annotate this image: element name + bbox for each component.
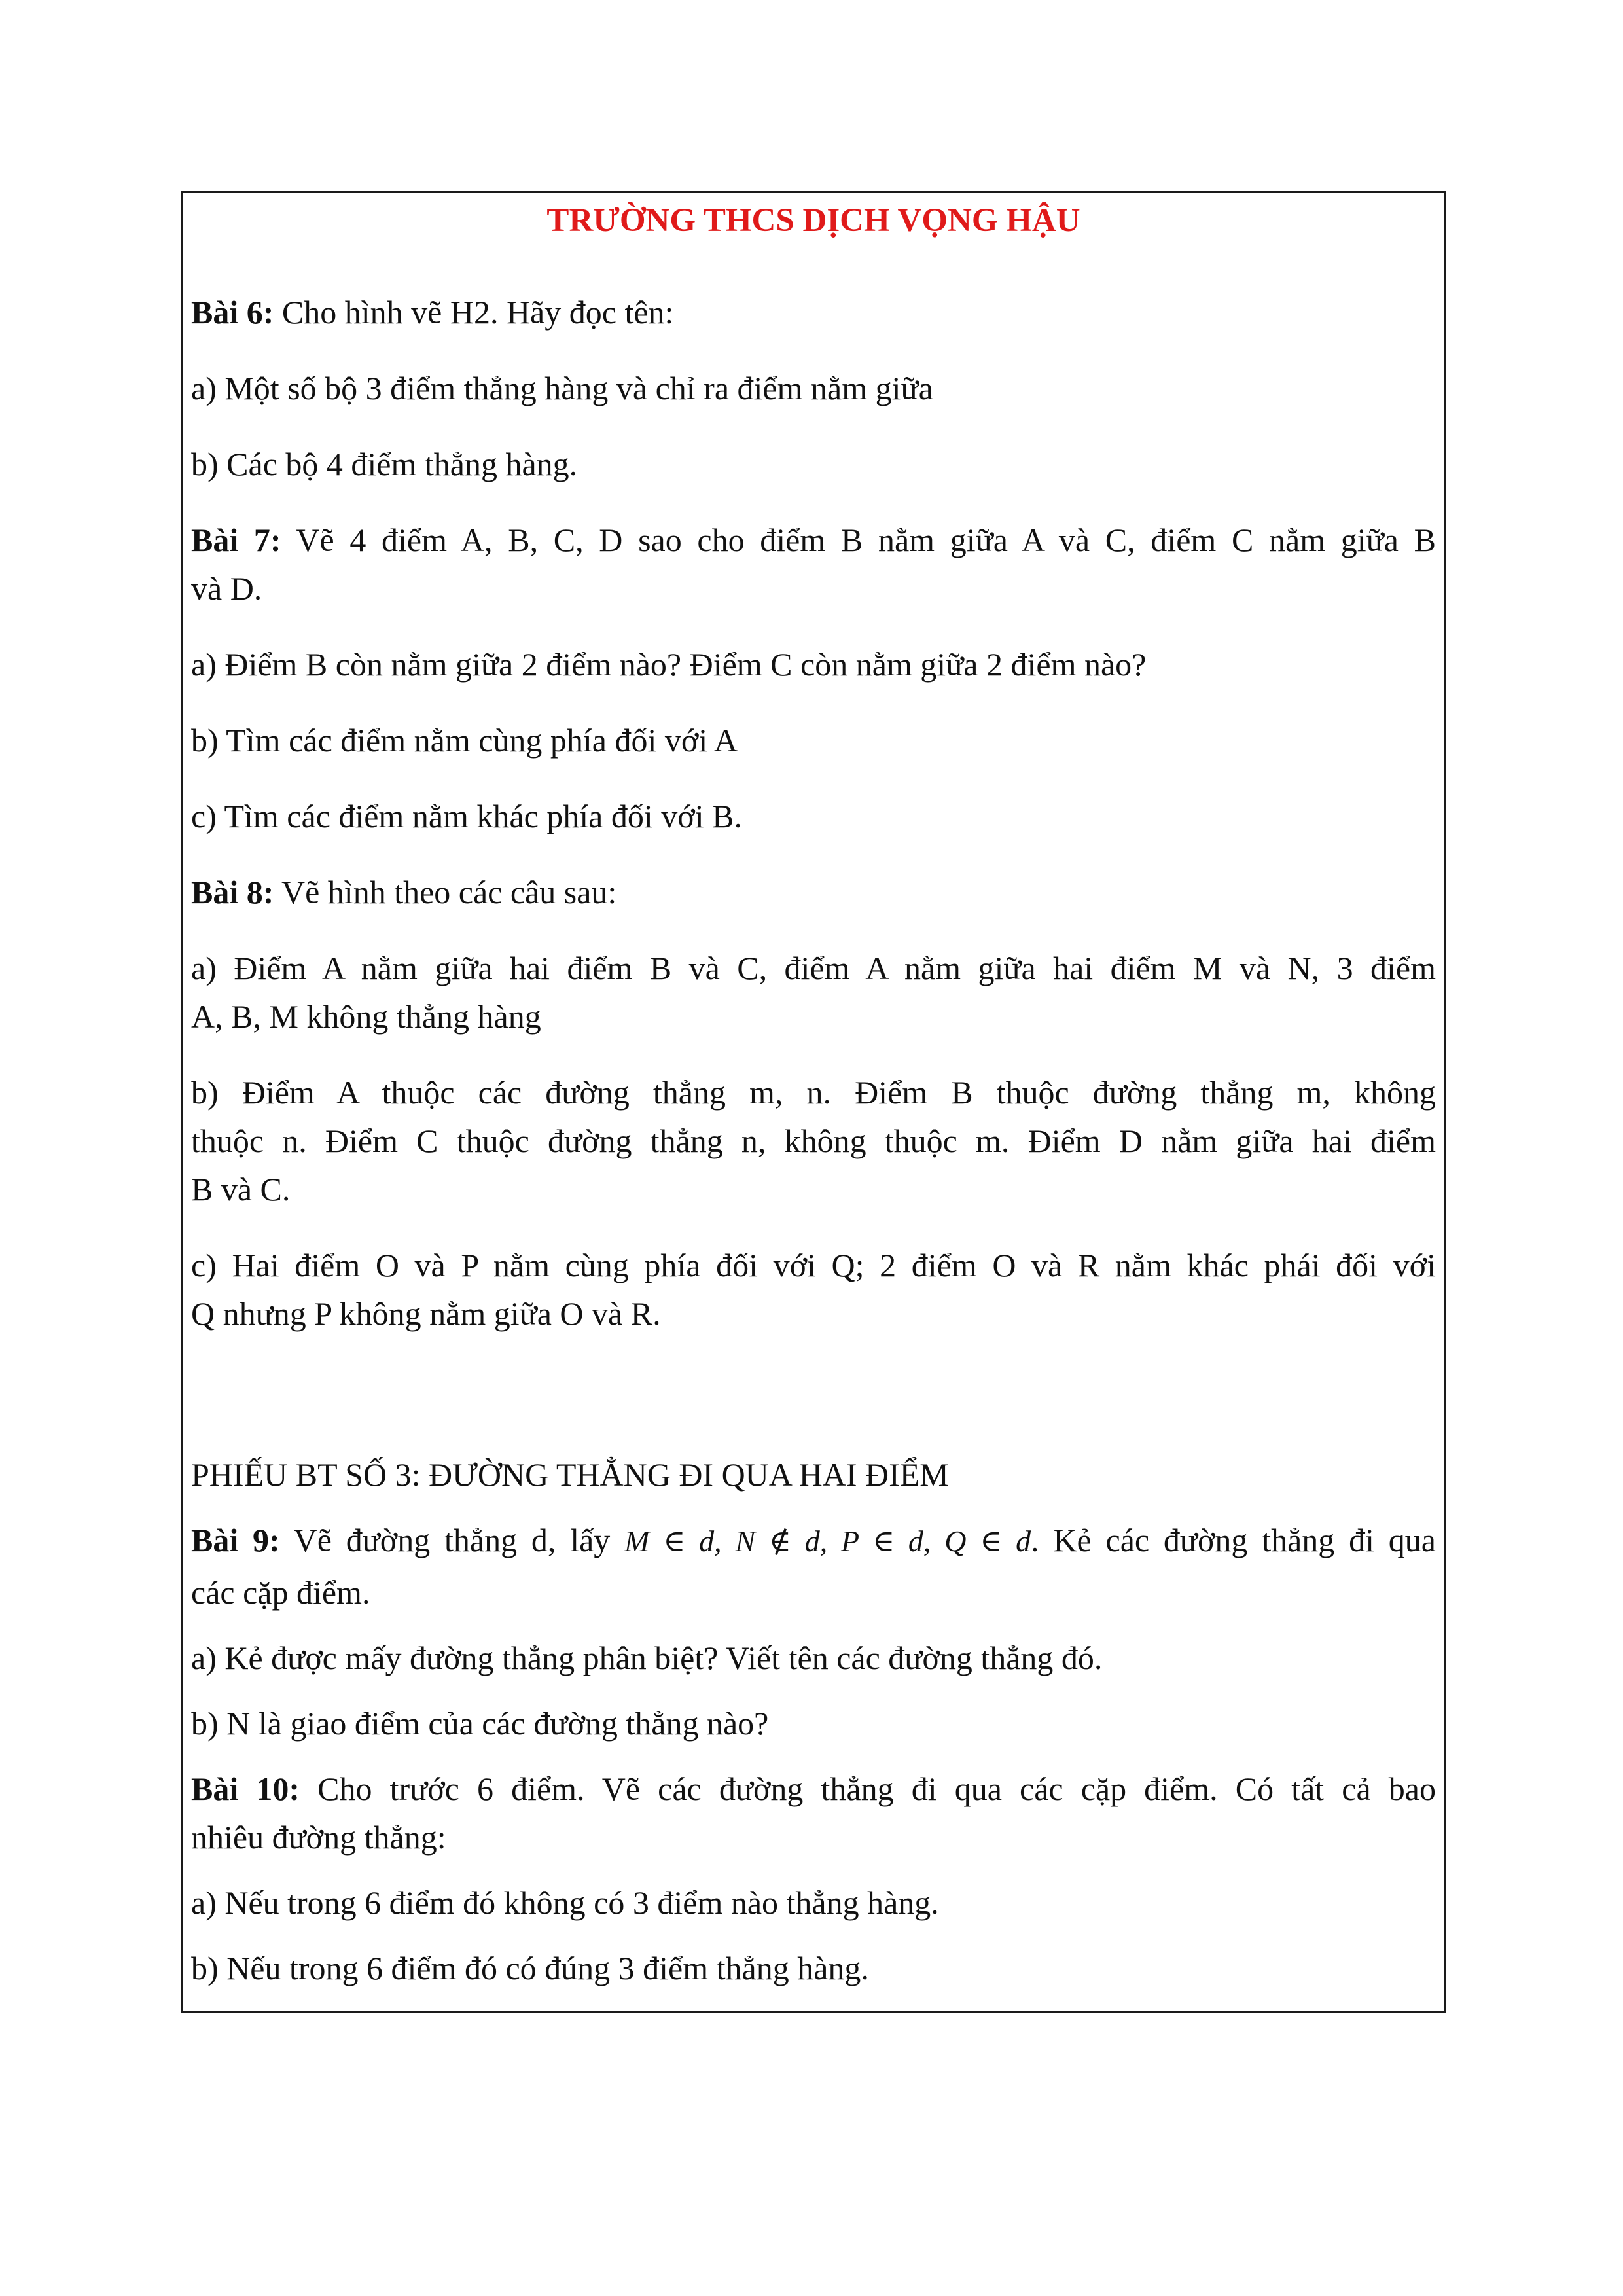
bai8-part-b-line1: b) Điểm A thuộc các đường thẳng m, n. Điểm B thuộc đường thẳng m, không [191,1074,1436,1111]
bai10-text-line1: Cho trước 6 điểm. Vẽ các đường thẳng đi qua các cặp điểm. Có tất cả bao [300,1770,1436,1807]
bai8-part-c-line2: Q nhưng P không nằm giữa O và R. [191,1295,661,1332]
bai10-part-a: a) Nếu trong 6 điểm đó không có 3 điểm nào thẳng hàng. [191,1884,939,1921]
bai7-part-b: b) Tìm các điểm nằm cùng phía đối với A [191,722,738,759]
bai7-intro-line2: và D. [191,570,262,607]
bai10-intro-line2: nhiêu đường thẳng: [191,1819,446,1856]
bai9-math-expression: M ∈ d, N ∉ d, P ∈ d, Q ∈ d [624,1524,1031,1558]
bai6-part-b: b) Các bộ 4 điểm thẳng hàng. [191,446,578,482]
bai9-text-after: . Kẻ các đường thẳng đi qua [1031,1522,1436,1558]
bai10-intro-line1 [191,1765,1436,1813]
bai9-part-b: b) N là giao điểm của các đường thẳng nào? [191,1705,769,1742]
bai6-part-a: a) Một số bộ 3 điểm thẳng hàng và chỉ ra điểm nằm giữa [191,370,933,406]
bai8-part-c-line1: c) Hai điểm O và P nằm cùng phía đối với Q; 2 điểm O và R nằm khác phái đối với [191,1247,1436,1283]
worksheet-title: PHIẾU BT SỐ 3: ĐƯỜNG THẲNG ĐI QUA HAI ĐIỂM [191,1456,949,1493]
bai10-part-b: b) Nếu trong 6 điểm đó có đúng 3 điểm thẳng hàng. [191,1950,869,1986]
bai7-text-line1: Vẽ 4 điểm A, B, C, D sao cho điểm B nằm giữa A và C, điểm C nằm giữa B [281,522,1436,558]
bai9-intro-line1 [191,1516,1436,1566]
bai6-label: Bài 6: [191,294,274,331]
bai6-intro [191,288,1436,336]
bai6-text: Cho hình vẽ H2. Hãy đọc tên: [274,294,674,331]
bai8-intro [191,868,1436,916]
bai8-part-a-line2: A, B, M không thẳng hàng [191,998,541,1035]
bai9-part-a: a) Kẻ được mấy đường thẳng phân biệt? Viết tên các đường thẳng đó. [191,1640,1103,1676]
bai9-text-before: Vẽ đường thẳng d, lấy [279,1522,625,1558]
bai7-intro-line1 [191,516,1436,564]
bai9-intro-line2: các cặp điểm. [191,1574,370,1611]
school-title: TRƯỜNG THCS DỊCH VỌNG HẬU [546,202,1080,239]
bai8-part-b-line3: B và C. [191,1171,291,1208]
bai8-label: Bài 8: [191,874,274,910]
bai8-part-a-line1: a) Điểm A nằm giữa hai điểm B và C, điểm A nằm giữa hai điểm M và N, 3 điểm [191,950,1436,986]
bai9-label: Bài 9: [191,1522,280,1558]
bai10-label: Bài 10: [191,1770,300,1807]
bai7-part-c: c) Tìm các điểm nằm khác phía đối với B. [191,798,742,834]
bai8-text: Vẽ hình theo các câu sau: [274,874,617,910]
bai7-label: Bài 7: [191,522,281,558]
bai7-part-a: a) Điểm B còn nằm giữa 2 điểm nào? Điểm C còn nằm giữa 2 điểm nào? [191,646,1147,683]
bai8-part-b-line2: thuộc n. Điểm C thuộc đường thẳng n, không thuộc m. Điểm D nằm giữa hai điểm [191,1122,1436,1159]
